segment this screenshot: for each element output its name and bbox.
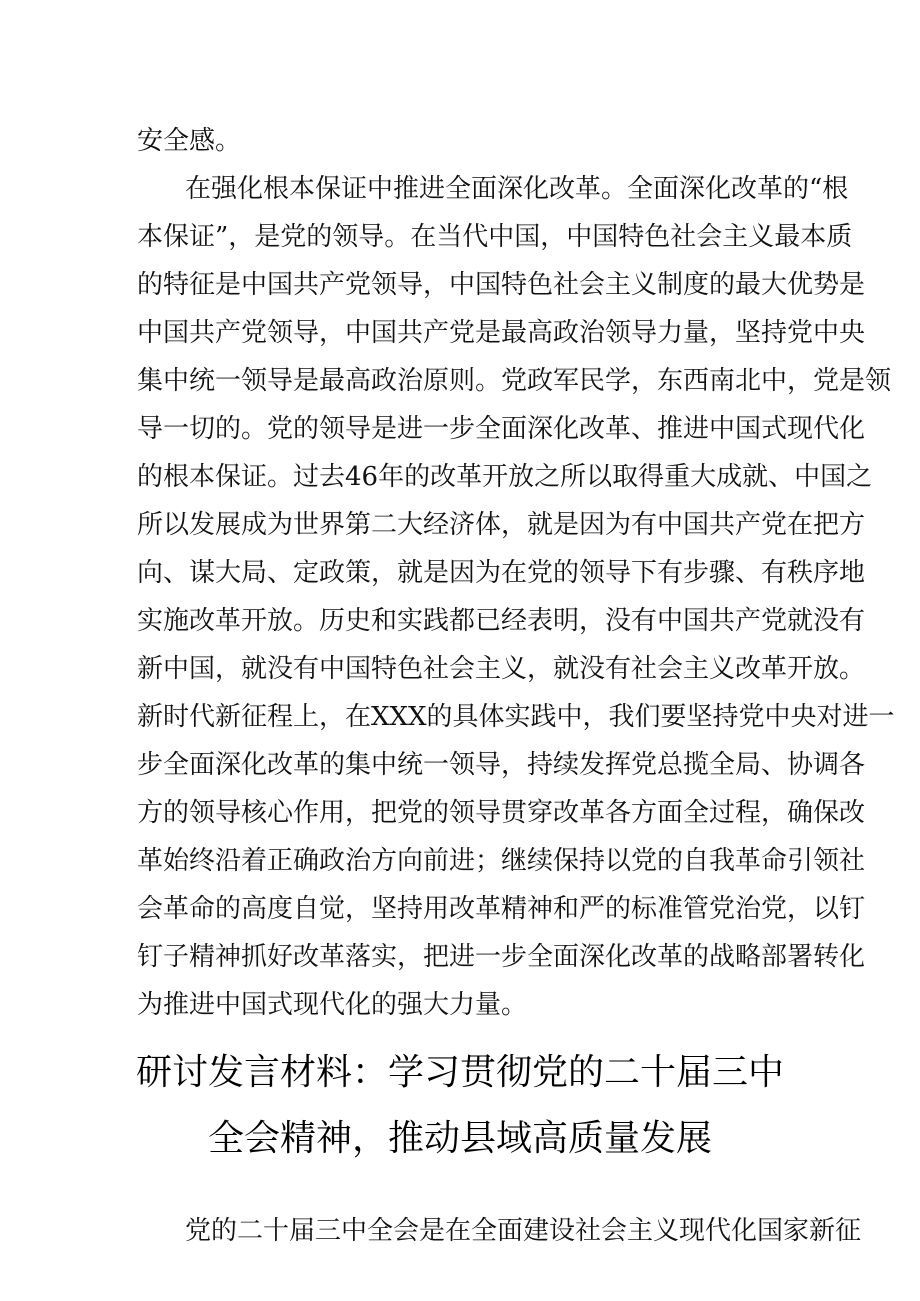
body-text-line: 的特征是中国共产党领导，中国特色社会主义制度的最大优势是 [137,270,866,300]
body-text-line: 方的领导核心作用，把党的领导贯穿改革各方面全过程，确保改 [137,798,866,828]
section-heading-line-1: 研讨发言材料：学习贯彻党的二十届三中 [135,1052,784,1093]
body-text-line: 步全面深化改革的集中统一领导，持续发挥党总揽全局、协调各 [137,750,866,780]
body-text-line: 的根本保证。过去46年的改革开放之所以取得重大成就、中国之 [137,462,873,492]
body-text-line: 会革命的高度自觉，坚持用改革精神和严的标准管党治党，以钉 [137,894,866,924]
body-text-line: 本保证”，是党的领导。在当代中国，中国特色社会主义最本质 [137,222,853,252]
body-text-line: 向、谋大局、定政策，就是因为在党的领导下有步骤、有秩序地 [137,558,866,588]
body-text-line: 所以发展成为世界第二大经济体，就是因为有中国共产党在把方 [137,510,866,540]
body-text-line: 实施改革开放。历史和实践都已经表明，没有中国共产党就没有 [137,606,866,636]
body-text-line: 钉子精神抓好改革落实，把进一步全面深化改革的战略部署转化 [137,942,866,972]
body-text-line: 安全感。 [137,126,242,156]
paragraph-first-line: 党的二十届三中全会是在全面建设社会主义现代化国家新征 [185,1216,862,1246]
body-text-line: 革始终沿着正确政治方向前进；继续保持以党的自我革命引领社 [137,846,866,876]
section-heading-line-2: 全会精神，推动县域高质量发展 [207,1118,712,1159]
paragraph-first-line: 在强化根本保证中推进全面深化改革。全面深化改革的“根 [185,174,849,204]
body-text-line: 导一切的。党的领导是进一步全面深化改革、推进中国式现代化 [137,414,866,444]
body-text-line: 集中统一领导是最高政治原则。党政军民学，东西南北中，党是领 [137,366,892,396]
body-text-line: 新时代新征程上，在XXX的具体实践中，我们要坚持党中央对进一 [137,702,895,732]
body-text-line: 为推进中国式现代化的强大力量。 [137,990,528,1020]
body-text-line: 新中国，就没有中国特色社会主义，就没有社会主义改革开放。 [137,654,866,684]
body-text-line: 中国共产党领导，中国共产党是最高政治领导力量，坚持党中央 [137,318,866,348]
